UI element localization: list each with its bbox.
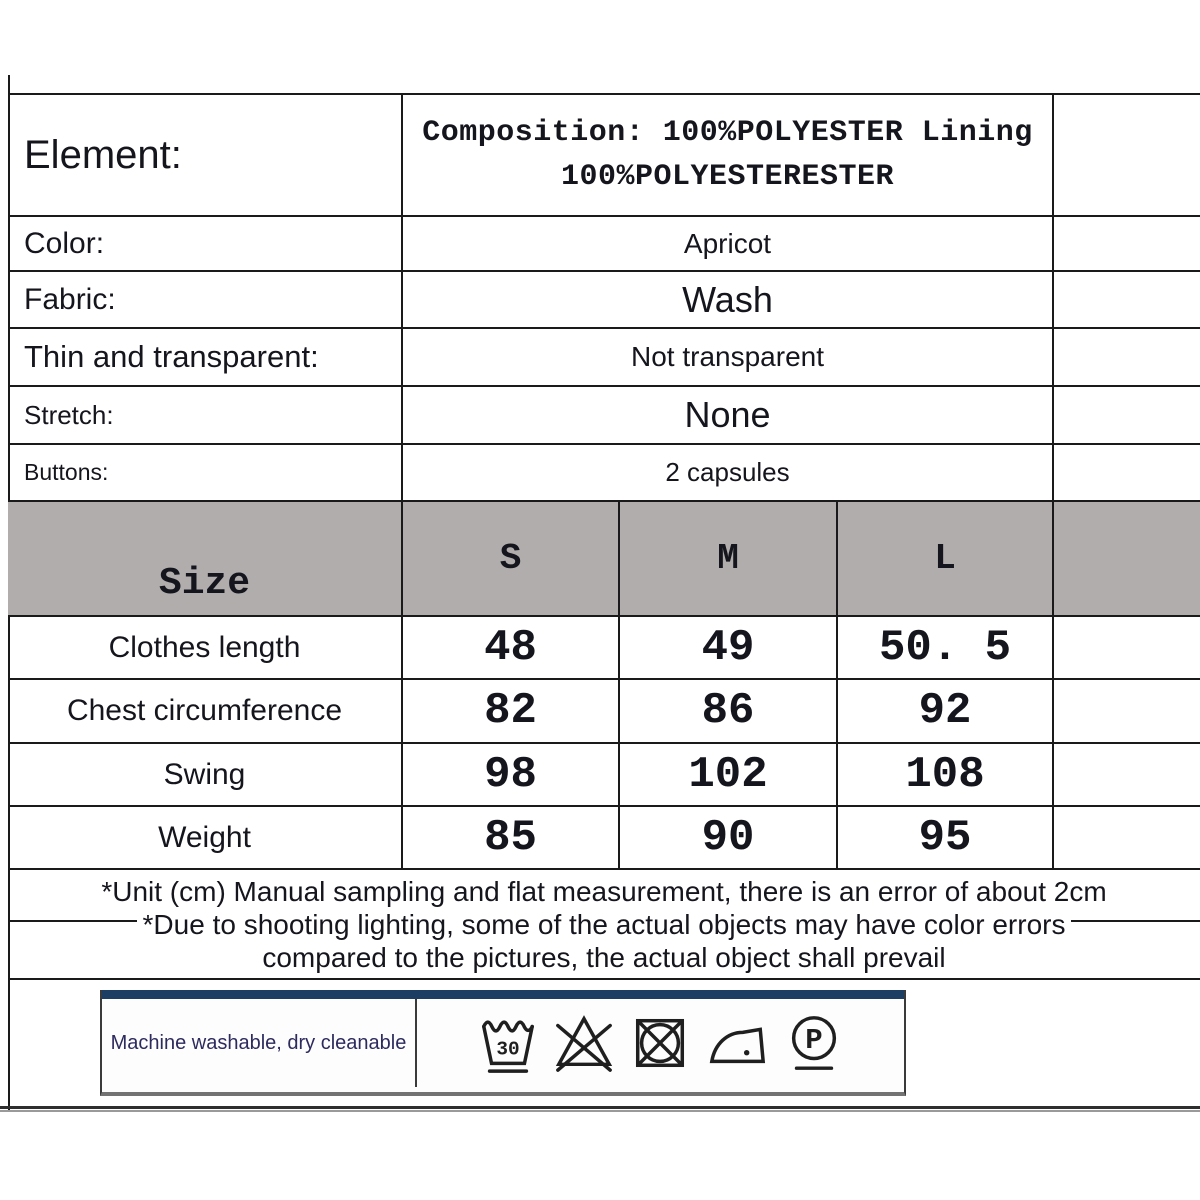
empty-cell	[1054, 217, 1200, 270]
table-row	[8, 95, 1200, 217]
value-clothes-length-m: 49	[620, 617, 838, 678]
empty-cell	[1054, 617, 1200, 678]
measure-label-swing: Swing	[8, 744, 403, 805]
value-chest-s: 82	[403, 680, 620, 742]
value-swing-l: 108	[838, 744, 1054, 805]
size-header-label: Size	[8, 502, 403, 615]
care-box-top-bar	[102, 990, 904, 999]
notes-block	[8, 870, 1200, 980]
size-column-l: L	[838, 502, 1054, 615]
value-swing-s: 98	[403, 744, 620, 805]
table-row	[8, 329, 1200, 387]
measure-label-clothes-length: Clothes length	[8, 617, 403, 678]
empty-cell	[1054, 387, 1200, 443]
care-box-body	[102, 999, 904, 1087]
value-clothes-length-l: 50. 5	[838, 617, 1054, 678]
empty-cell	[1054, 807, 1200, 868]
spec-label-stretch: Stretch:	[8, 387, 403, 443]
dry-clean-letter: P	[804, 1023, 823, 1057]
value-clothes-length-s: 48	[403, 617, 620, 678]
table-row	[8, 680, 1200, 744]
table-row	[8, 217, 1200, 272]
empty-cell	[1054, 95, 1200, 215]
empty-cell	[1054, 680, 1200, 742]
value-chest-l: 92	[838, 680, 1054, 742]
value-weight-l: 95	[838, 807, 1054, 868]
empty-cell	[1054, 445, 1200, 500]
measure-label-weight: Weight	[8, 807, 403, 868]
table-row	[8, 617, 1200, 680]
size-column-m: M	[620, 502, 838, 615]
care-icons-row	[417, 999, 904, 1087]
table-row	[8, 272, 1200, 329]
empty-cell	[1054, 272, 1200, 327]
size-column-s: S	[403, 502, 620, 615]
do-not-bleach-icon	[553, 1012, 615, 1074]
spec-label-element: Element:	[8, 95, 403, 215]
spec-label-fabric: Fabric:	[8, 272, 403, 327]
value-swing-m: 102	[620, 744, 838, 805]
spec-value-thin-transparent: Not transparent	[403, 329, 1054, 385]
spec-value-buttons: 2 capsules	[403, 445, 1054, 500]
spec-value-composition	[403, 95, 1054, 215]
spec-value-stretch: None	[403, 387, 1054, 443]
table-row	[8, 807, 1200, 870]
size-header-row	[8, 502, 1200, 617]
empty-cell	[1054, 502, 1200, 615]
bottom-divider-shadow	[0, 1110, 1200, 1112]
iron-icon	[705, 1012, 769, 1074]
table-row	[8, 445, 1200, 502]
value-chest-m: 86	[620, 680, 838, 742]
spec-label-color: Color:	[8, 217, 403, 270]
composition-line-2: 100%POLYESTERESTER	[560, 160, 895, 194]
spec-value-color: Apricot	[403, 217, 1054, 270]
note-line: *Unit (cm) Manual sampling and flat measurement, there is an error of about 2cm	[8, 875, 1200, 908]
table-row	[8, 387, 1200, 445]
table-row	[8, 744, 1200, 807]
dry-clean-p-mild-icon	[783, 1012, 845, 1074]
empty-cell	[1054, 744, 1200, 805]
value-weight-m: 90	[620, 807, 838, 868]
bottom-divider	[0, 1106, 1200, 1109]
do-not-tumble-dry-icon	[629, 1012, 691, 1074]
note-line: *Due to shooting lighting, some of the actual objects may have color errors	[8, 908, 1200, 941]
wash-temp-label: 30	[495, 1038, 520, 1061]
care-instructions-box	[100, 990, 906, 1096]
measure-label-chest: Chest circumference	[8, 680, 403, 742]
spec-value-fabric: Wash	[403, 272, 1054, 327]
spec-size-table	[8, 93, 1200, 980]
note-line: compared to the pictures, the actual object shall prevail	[8, 941, 1200, 974]
spec-label-thin-transparent: Thin and transparent:	[8, 329, 403, 385]
wash-30-mild-icon	[477, 1012, 539, 1074]
empty-cell	[1054, 329, 1200, 385]
care-label: Machine washable, dry cleanable	[102, 999, 417, 1087]
composition-line-1: Composition: 100%POLYESTER Lining	[422, 116, 1033, 150]
spec-label-buttons: Buttons:	[8, 445, 403, 500]
value-weight-s: 85	[403, 807, 620, 868]
